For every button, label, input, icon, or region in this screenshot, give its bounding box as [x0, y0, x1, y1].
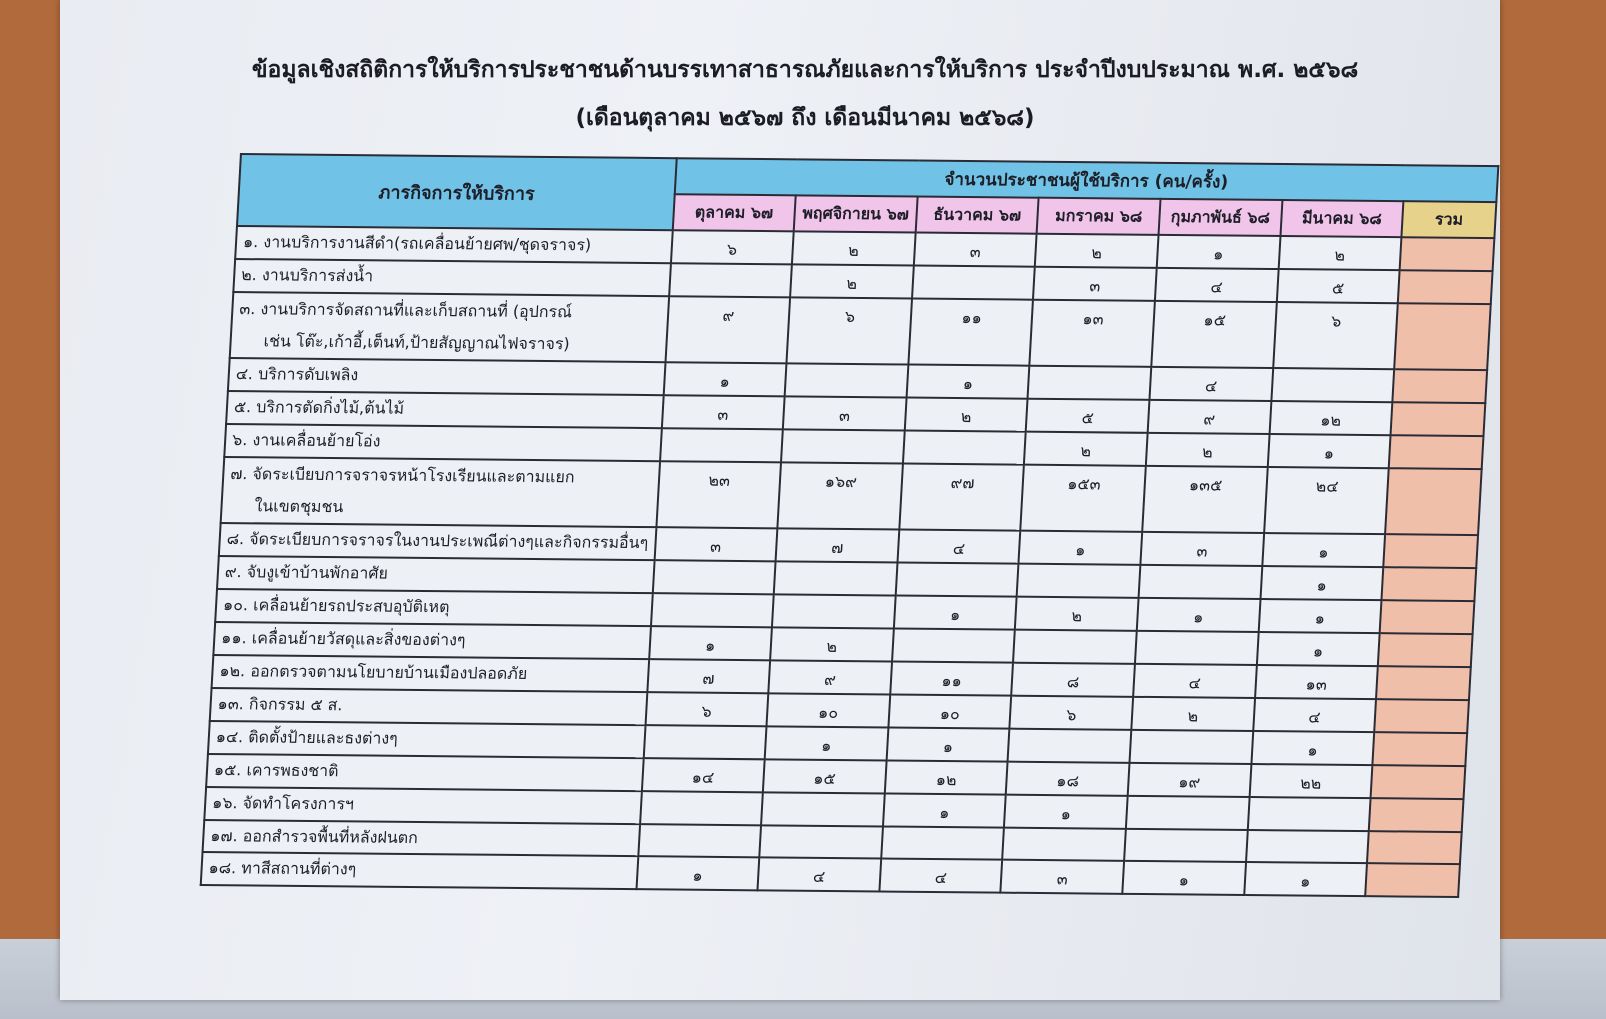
value-cell: ๑ — [1257, 632, 1380, 666]
task-cell — [221, 457, 660, 527]
value-cell: ๑๒ — [885, 760, 1008, 794]
table-row — [221, 457, 1482, 535]
value-cell: ๙๗ — [899, 464, 1024, 531]
value-cell — [881, 826, 1004, 859]
task-cell — [224, 424, 661, 461]
total-cell — [1378, 633, 1473, 667]
value-cell: ๓ — [914, 233, 1037, 267]
task-label: ๔. บริการดับเพลิง — [235, 364, 359, 385]
total-cell — [1371, 765, 1466, 799]
task-cell — [213, 622, 650, 659]
task-label: ๑๐. เคลื่อนย้ายรถประสบอุบัติเหตุ — [222, 595, 451, 617]
value-cell: ๒ — [1035, 234, 1158, 268]
value-cell: ๒ — [905, 398, 1028, 432]
task-cell — [217, 556, 654, 593]
task-label: ๖. งานเคลื่อนย้ายโอ่ง — [231, 430, 382, 451]
value-cell: ๒ — [1146, 433, 1270, 467]
task-cell — [219, 523, 656, 560]
value-cell — [1246, 830, 1369, 863]
month-header: ธันวาคม ๖๗ — [916, 197, 1039, 234]
value-cell: ๖ — [786, 297, 912, 364]
task-cell — [228, 358, 665, 395]
value-cell — [1008, 729, 1131, 763]
value-cell: ๑ — [1268, 434, 1391, 468]
value-cell: ๙ — [665, 296, 790, 363]
total-cell — [1373, 732, 1468, 766]
total-cell — [1383, 534, 1478, 568]
value-cell: ๖ — [645, 692, 768, 726]
value-cell: ๒ — [790, 264, 914, 298]
value-cell: ๕ — [1026, 399, 1149, 433]
value-cell — [1028, 366, 1151, 400]
value-cell: ๒ — [1278, 236, 1401, 270]
value-cell: ๑ — [887, 728, 1010, 762]
value-cell: ๑ — [1122, 861, 1246, 895]
total-cell — [1365, 863, 1460, 897]
total-cell — [1392, 369, 1487, 403]
value-cell: ๔ — [757, 857, 881, 891]
paper-sheet — [60, 0, 1500, 1000]
task-column-header: ภารกิจการให้บริการ — [237, 154, 676, 230]
task-label: ๑๗. ออกสำรวจพื้นที่หลังฝนตก — [209, 825, 419, 847]
value-cell: ๒๔ — [1264, 467, 1389, 534]
value-cell — [1017, 564, 1140, 598]
value-cell: ๑๓ — [1030, 300, 1155, 367]
value-cell — [638, 824, 761, 857]
value-cell — [660, 428, 783, 462]
value-cell: ๑ — [894, 596, 1017, 630]
task-cell — [203, 820, 640, 856]
task-cell — [230, 292, 669, 362]
month-header: ตุลาคม ๖๗ — [672, 194, 795, 231]
value-cell: ๖ — [1273, 302, 1398, 369]
month-header: มกราคม ๖๘ — [1037, 198, 1160, 235]
value-cell: ๒ — [770, 627, 894, 661]
task-cell — [206, 754, 643, 791]
task-label: ๑๘. ทาสีสถานที่ต่างๆ — [208, 858, 357, 879]
value-cell — [896, 563, 1019, 597]
task-label: ๗. จัดระเบียบการจราจรหน้าโรงเรียนและตามแยก — [229, 464, 576, 487]
value-cell: ๓ — [654, 527, 777, 561]
value-cell: ๑๑ — [908, 299, 1033, 366]
value-cell: ๒ — [1024, 432, 1147, 466]
value-cell: ๓ — [1001, 860, 1124, 894]
value-cell: ๑ — [636, 856, 759, 890]
task-cell — [226, 391, 663, 428]
value-cell: ๑๖๙ — [777, 462, 903, 529]
value-cell — [1139, 565, 1263, 599]
value-cell: ๑ — [906, 365, 1029, 399]
month-header: กุมภาพันธ์ ๖๘ — [1159, 199, 1283, 236]
value-cell: ๓ — [1140, 532, 1264, 566]
total-cell — [1394, 303, 1490, 370]
task-cell — [212, 655, 649, 692]
total-cell — [1367, 831, 1462, 864]
value-cell — [759, 825, 883, 858]
value-cell: ๑๕ — [763, 759, 887, 793]
value-cell: ๑ — [1157, 235, 1281, 269]
value-cell: ๒ — [1131, 697, 1255, 731]
value-cell — [892, 629, 1015, 663]
users-group-header: จำนวนประชาชนผู้ใช้บริการ (คน/ครั้ง) — [674, 158, 1498, 202]
value-cell — [1135, 631, 1259, 665]
total-cell — [1389, 435, 1484, 469]
value-cell: ๑๓ — [1255, 665, 1378, 699]
value-cell — [640, 791, 763, 825]
task-label: ๕. บริการตัดกิ่งไม้,ต้นไม้ — [233, 397, 405, 418]
value-cell: ๑ — [649, 626, 772, 660]
value-cell: ๑ — [663, 362, 786, 396]
value-cell: ๒ — [792, 231, 916, 265]
task-label-continuation: ในเขตชุมชน — [254, 496, 344, 517]
task-label: ๑๕. เคารพธงชาติ — [213, 760, 340, 781]
total-cell — [1382, 567, 1477, 601]
value-cell — [781, 429, 905, 463]
task-cell — [235, 226, 672, 263]
value-cell: ๖ — [1010, 696, 1133, 730]
task-label: ๒. งานบริการส่งน้ำ — [240, 265, 374, 286]
value-cell: ๖ — [671, 230, 794, 264]
value-cell: ๑๓๕ — [1142, 466, 1267, 533]
value-cell: ๕ — [1277, 269, 1400, 303]
task-label: ๙. จับงูเข้าบ้านพักอาศัย — [224, 562, 389, 583]
value-cell: ๙ — [768, 660, 892, 694]
value-cell — [1124, 829, 1247, 862]
task-cell — [210, 688, 647, 725]
value-cell: ๑ — [1004, 795, 1127, 829]
task-cell — [233, 259, 670, 296]
value-cell: ๑ — [1244, 862, 1367, 896]
month-header: พฤศจิกายน ๖๗ — [794, 195, 918, 232]
value-cell — [903, 431, 1026, 465]
total-cell — [1391, 402, 1486, 436]
value-cell — [643, 725, 766, 759]
task-label: ๑. งานบริการงานสีดำ(รถเคลื่อนย้ายศพ/ชุดจราจร) — [242, 232, 592, 255]
total-cell — [1376, 666, 1471, 700]
value-cell: ๑ — [1019, 531, 1142, 565]
task-cell — [208, 721, 645, 758]
value-cell: ๓ — [783, 396, 907, 430]
value-cell: ๑๐ — [766, 693, 890, 727]
value-cell: ๔ — [1253, 698, 1376, 732]
value-cell — [1013, 630, 1136, 664]
value-cell: ๑๕ — [1151, 301, 1276, 368]
value-cell — [761, 792, 885, 826]
value-cell: ๗ — [776, 528, 900, 562]
value-cell: ๒๓ — [656, 461, 781, 528]
task-cell — [215, 589, 652, 626]
total-cell — [1374, 699, 1469, 733]
task-label: ๓. งานบริการจัดสถานที่และเก็บสถานที่ (อุปกรณ์ — [238, 299, 573, 322]
value-cell — [785, 363, 909, 397]
value-cell: ๑ — [1251, 731, 1374, 765]
value-cell: ๔ — [1133, 664, 1257, 698]
total-header: รวม — [1402, 201, 1497, 238]
task-label: ๑๖. จัดทำโครงการฯ — [211, 793, 355, 814]
value-cell: ๒๒ — [1249, 764, 1372, 798]
value-cell: ๔ — [879, 858, 1002, 892]
value-cell: ๑๐ — [888, 695, 1011, 729]
document-title: ข้อมูลเชิงสถิติการให้บริการประชาชนด้านบรรเทาสาธารณภัยและการให้บริการ ประจำปีงบประมาณ พ.ศ. ๒๕๖๘ — [251, 57, 1359, 83]
task-label: ๑๓. กิจกรรม ๕ ส. — [217, 694, 344, 715]
value-cell: ๑ — [1260, 566, 1383, 600]
value-cell: ๓ — [1033, 267, 1156, 301]
document-subtitle: (เดือนตุลาคม ๒๕๖๗ ถึง เดือนมีนาคม ๒๕๖๘) — [575, 105, 1035, 131]
value-cell — [912, 266, 1035, 300]
task-label-continuation: เช่น โต๊ะ,เก้าอี้,เต็นท์,ป้ายสัญญาณไฟจราจร) — [263, 331, 571, 354]
value-cell: ๑๒ — [1269, 401, 1392, 435]
task-cell — [201, 852, 638, 889]
value-cell — [1248, 797, 1371, 831]
value-cell — [652, 560, 775, 594]
value-cell — [1003, 828, 1126, 861]
value-cell: ๘ — [1012, 663, 1135, 697]
value-cell: ๑ — [1137, 598, 1261, 632]
statistics-table-wrap — [200, 153, 1500, 898]
value-cell: ๑ — [765, 726, 889, 760]
table-body — [201, 226, 1495, 897]
value-cell — [669, 263, 792, 297]
task-label: ๑๑. เคลื่อนย้ายวัสดุและสิ่งของต่างๆ — [220, 628, 467, 650]
value-cell: ๑ — [1262, 533, 1385, 567]
task-label: ๘. จัดระเบียบการจราจรในงานประเพณีต่างๆและกิจกรรมอื่นๆ — [226, 529, 649, 553]
value-cell: ๑๙ — [1128, 763, 1252, 797]
value-cell — [651, 593, 774, 627]
value-cell: ๑ — [1258, 599, 1381, 633]
value-cell: ๙ — [1148, 400, 1272, 434]
month-header: มีนาคม ๖๘ — [1280, 200, 1403, 237]
task-label: ๑๔. ติดตั้งป้ายและธงต่างๆ — [215, 727, 399, 748]
task-cell — [204, 787, 641, 824]
task-label: ๑๒. ออกตรวจตามนโยบายบ้านเมืองปลอดภัย — [219, 661, 528, 684]
value-cell — [1126, 796, 1250, 830]
total-cell — [1369, 798, 1464, 832]
statistics-table — [200, 153, 1500, 898]
table-row — [230, 292, 1491, 370]
value-cell: ๔ — [1155, 268, 1279, 302]
total-cell — [1400, 237, 1495, 271]
value-cell: ๔ — [897, 530, 1020, 564]
value-cell: ๒ — [1015, 597, 1138, 631]
value-cell: ๗ — [647, 659, 770, 693]
value-cell: ๑๕๓ — [1021, 465, 1146, 532]
value-cell: ๑๔ — [642, 758, 765, 792]
value-cell — [1129, 730, 1253, 764]
total-cell — [1385, 468, 1481, 535]
value-cell: ๑๑ — [890, 662, 1013, 696]
value-cell: ๔ — [1149, 367, 1273, 401]
total-cell — [1398, 270, 1493, 304]
value-cell — [772, 594, 896, 628]
value-cell — [774, 561, 898, 595]
value-cell: ๑๘ — [1006, 762, 1129, 796]
value-cell: ๑ — [883, 793, 1006, 827]
total-cell — [1380, 600, 1475, 634]
value-cell: ๓ — [662, 395, 785, 429]
value-cell — [1271, 368, 1394, 402]
